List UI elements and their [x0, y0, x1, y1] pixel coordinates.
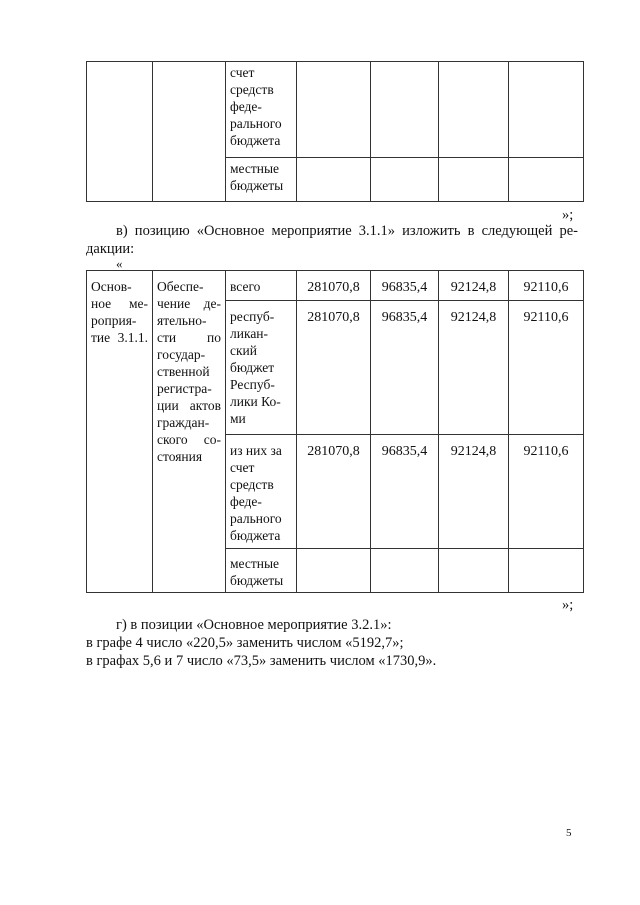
- main-table: [86, 270, 584, 593]
- value-cell: 281070,8: [297, 435, 371, 549]
- top-description-cell: [153, 62, 226, 202]
- value-cell: [297, 62, 371, 158]
- value-cell: 281070,8: [297, 301, 371, 435]
- value-cell: [297, 549, 371, 593]
- value-cell: 92124,8: [439, 435, 509, 549]
- value-cell: [439, 549, 509, 593]
- value-cell: [371, 62, 439, 158]
- value-cell: [439, 158, 509, 202]
- paragraph-v-text: в) позицию «Основное мероприятие 3.1.1» изложить в следующей ре-дакции:: [86, 223, 578, 257]
- value-cell: 92124,8: [439, 271, 509, 301]
- value-cell: 96835,4: [371, 271, 439, 301]
- activity-cell: Основ- ное ме- роприя- тие 3.1.1.: [87, 271, 153, 593]
- paragraph-g-line: в графах 5,6 и 7 число «73,5» заменить числом «1730,9».: [86, 653, 437, 669]
- top-source-cell: местные бюджеты: [226, 158, 297, 202]
- paragraph-g-line: в графе 4 число «220,5» заменить числом «5192,7»;: [86, 635, 404, 651]
- value-cell: [509, 62, 584, 158]
- closing-quote: »;: [562, 597, 574, 613]
- source-cell: респуб- ликан- ский бюджет Респуб- лики Ко- ми: [226, 301, 297, 435]
- value-cell: [509, 158, 584, 202]
- source-cell: из них за счет средств феде- рального бюджета: [226, 435, 297, 549]
- value-cell: [509, 549, 584, 593]
- value-cell: 92110,6: [509, 301, 584, 435]
- value-cell: [371, 549, 439, 593]
- description-cell: Обеспе- чение де- ятельно- сти по государ- ственной регистра- ции актов граждан- ского со- стояния: [153, 271, 226, 593]
- top-table: [86, 61, 584, 202]
- value-cell: [297, 158, 371, 202]
- value-cell: 96835,4: [371, 435, 439, 549]
- value-cell: 92110,6: [509, 271, 584, 301]
- table-row: [87, 62, 584, 158]
- paragraph-v: [86, 222, 578, 258]
- value-cell: 96835,4: [371, 301, 439, 435]
- value-cell: [371, 158, 439, 202]
- value-cell: 92110,6: [509, 435, 584, 549]
- source-cell: местные бюджеты: [226, 549, 297, 593]
- opening-quote: «: [116, 256, 123, 271]
- table-row: [87, 271, 584, 301]
- source-cell: всего: [226, 271, 297, 301]
- top-source-cell: счет средств феде- рального бюджета: [226, 62, 297, 158]
- value-cell: 281070,8: [297, 271, 371, 301]
- top-activity-cell: [87, 62, 153, 202]
- value-cell: [439, 62, 509, 158]
- page-number: 5: [566, 827, 572, 839]
- closing-quote: »;: [562, 207, 574, 223]
- paragraph-g-title: г) в позиции «Основное мероприятие 3.2.1»:: [116, 617, 392, 633]
- value-cell: 92124,8: [439, 301, 509, 435]
